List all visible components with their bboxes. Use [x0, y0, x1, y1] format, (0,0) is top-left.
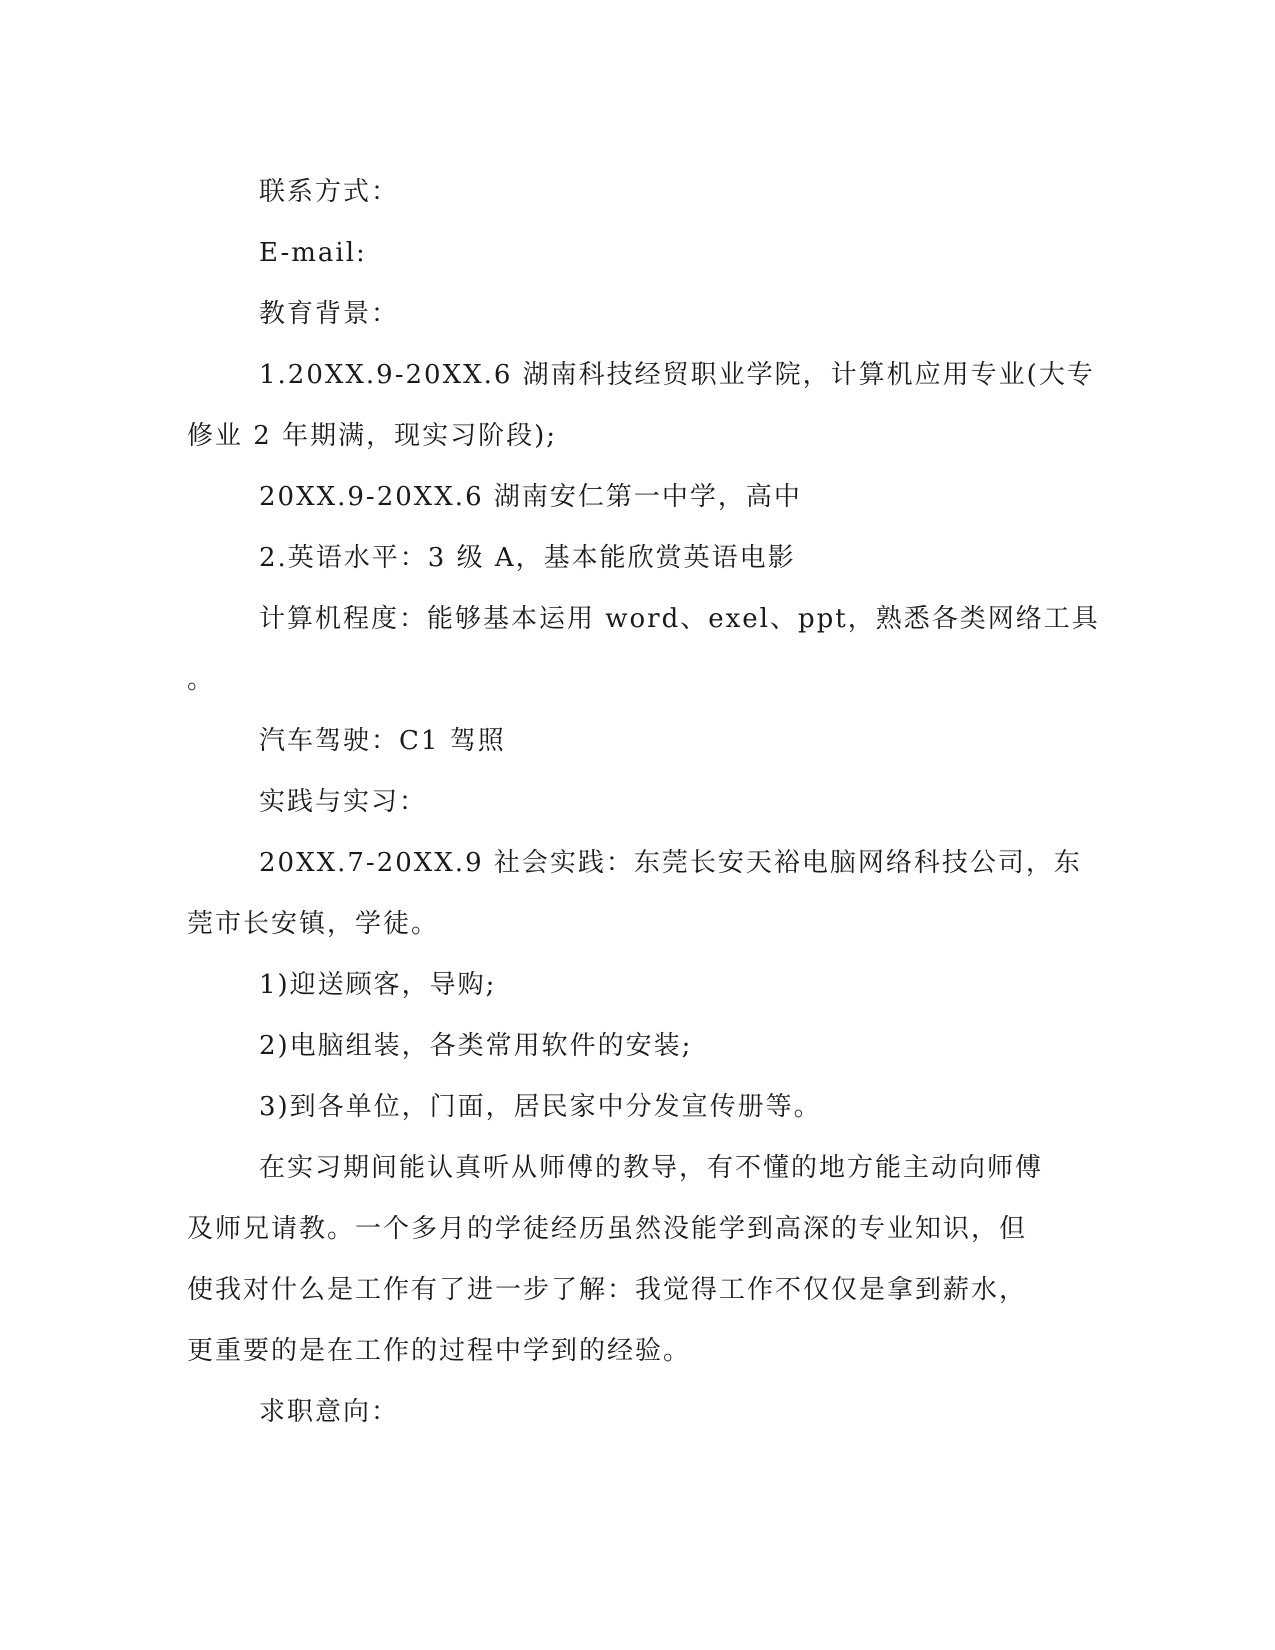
line-email: E-mail: [259, 238, 367, 268]
line-duty-2: 2)电脑组装，各类常用软件的安装; [259, 1031, 693, 1061]
line-duty-3: 3)到各单位，门面，居民家中分发宣传册等。 [259, 1092, 822, 1122]
line-education-heading: 教育背景： [259, 299, 400, 329]
line-english-level: 2.英语水平：3 级 A，基本能欣赏英语电影 [259, 543, 796, 573]
line-driving: 汽车驾驶：C1 驾照 [259, 726, 506, 756]
line-practice-heading: 实践与实习： [259, 787, 428, 817]
line-education-college-cont: 修业 2 年期满，现实习阶段); [187, 421, 557, 451]
line-summary-4: 更重要的是在工作的过程中学到的经验。 [187, 1336, 692, 1366]
line-practice-company-cont: 莞市长安镇，学徒。 [187, 909, 440, 939]
line-duty-1: 1)迎送顾客，导购; [259, 970, 497, 1000]
line-job-intention: 求职意向： [259, 1397, 400, 1427]
line-contact: 联系方式： [259, 177, 400, 207]
resume-body [187, 162, 1100, 1443]
line-summary-2: 及师兄请教。一个多月的学徒经历虽然没能学到高深的专业知识，但 [187, 1214, 1028, 1244]
line-practice-company: 20XX.7-20XX.9 社会实践：东莞长安天裕电脑网络科技公司，东 [259, 848, 1082, 878]
line-computer-skill-cont: 。 [187, 665, 216, 695]
line-computer-skill: 计算机程度：能够基本运用 word、exel、ppt，熟悉各类网络工具 [259, 604, 1100, 634]
line-summary-1: 在实习期间能认真听从师傅的教导，有不懂的地方能主动向师傅 [259, 1153, 1044, 1183]
line-education-college: 1.20XX.9-20XX.6 湖南科技经贸职业学院，计算机应用专业(大专 [259, 360, 1095, 390]
line-education-highschool: 20XX.9-20XX.6 湖南安仁第一中学，高中 [259, 482, 802, 512]
line-summary-3: 使我对什么是工作有了进一步了解：我觉得工作不仅仅是拿到薪水， [187, 1275, 1028, 1305]
